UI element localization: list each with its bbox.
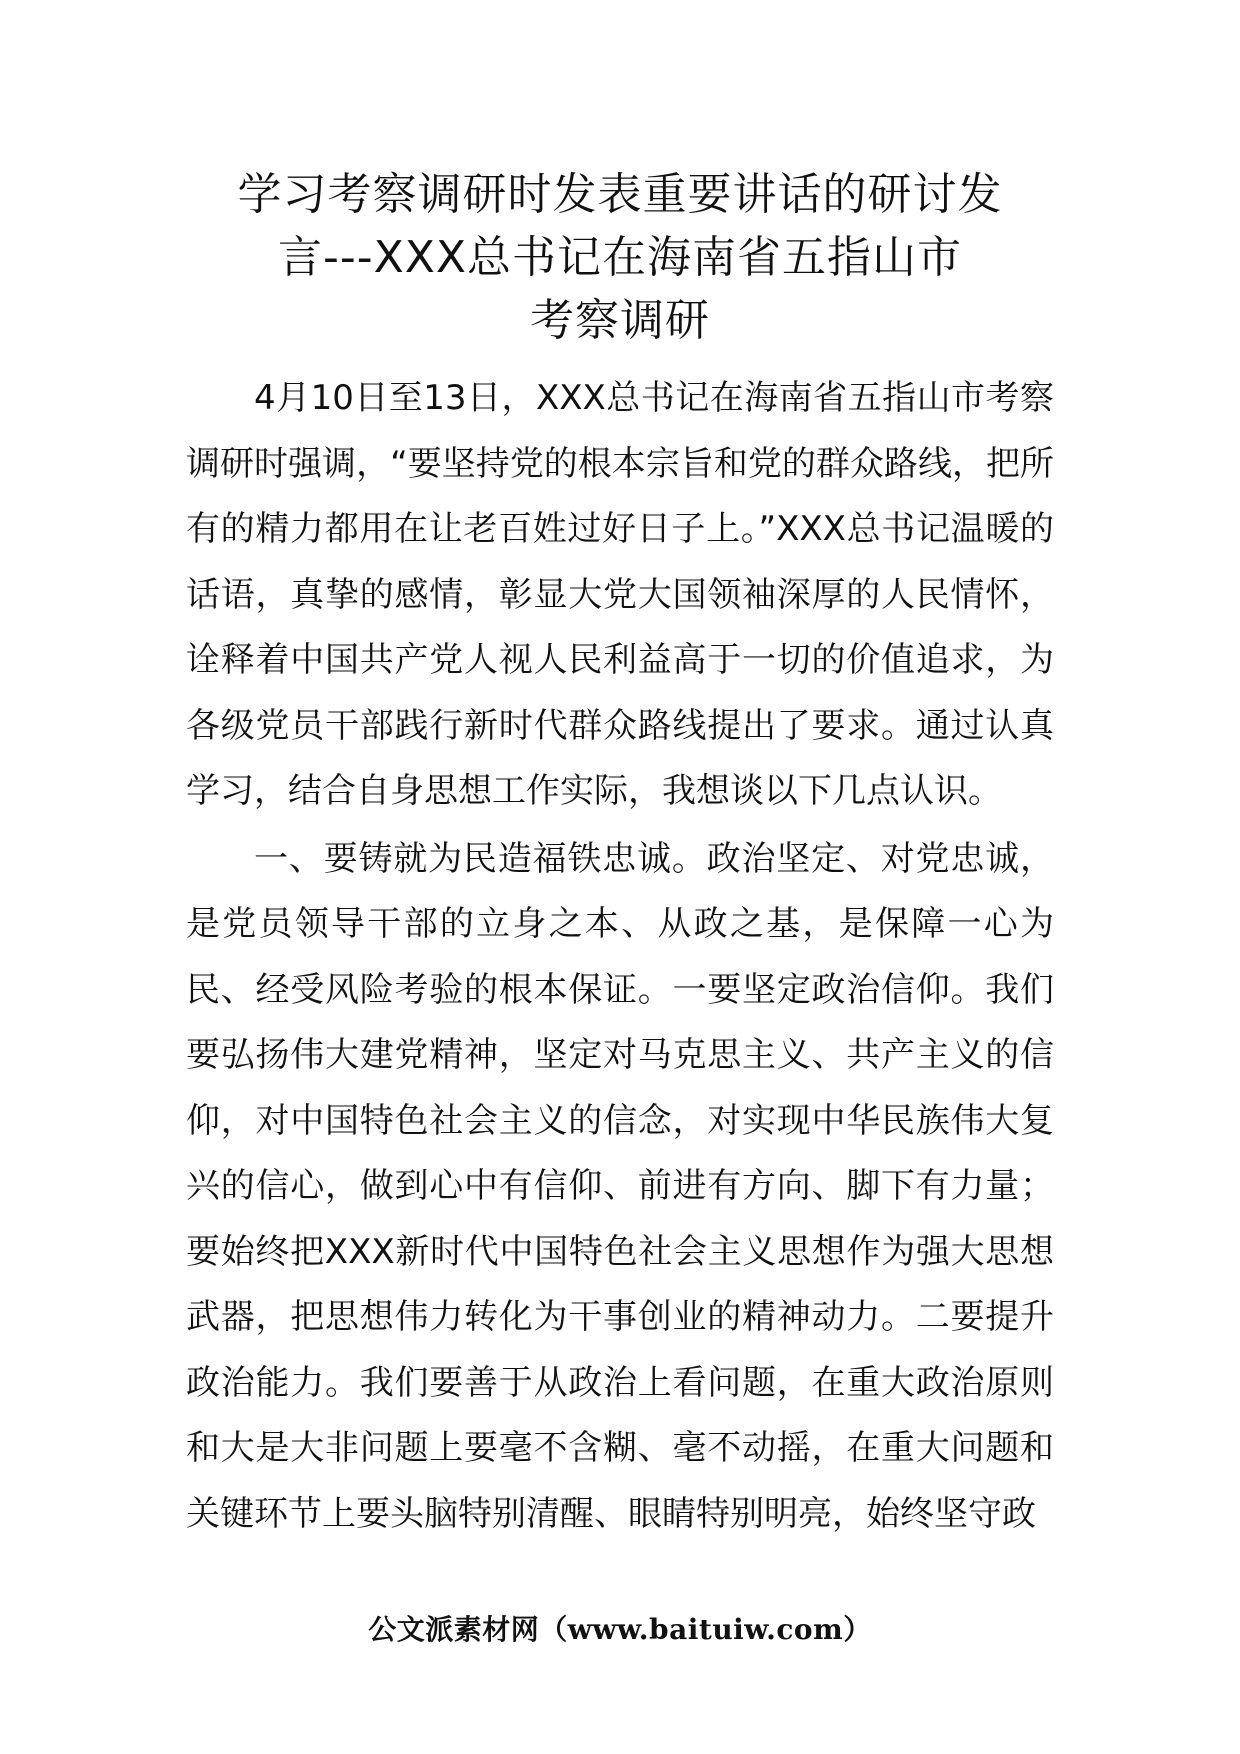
title-line-1: 学习考察调研时发表重要讲话的研讨发 — [237, 169, 1003, 220]
page-footer-watermark: 公文派素材网（www.baituiw.com） — [368, 1613, 872, 1646]
paragraph-section-1: 一、要铸就为民造福铁忠诚。政治坚定、对党忠诚，是党员领导干部的立身之本、从政之基，是保障一心为民、经受风险考验的根本保证。一要坚定政治信仰。我们要弘扬伟大建党精神，坚定对马克思主义、共产主义的信仰，对中国特色社会主义的信念，对实现中华民族伟大复兴的信心，做到心中有信仰、前进有方向、脚下有力量；要始终把XXX新时代中国特色社会主义思想作为强大思想武器，把思想伟力转化为干事创业的精神动力。二要提升政治能力。我们要善于从政治上看问题，在重大政治原则和大是大非问题上要毫不含糊、毫不动摇，在重大问题和关键环节上要头脑特别清醒、眼睛特别明亮，始终坚守政 — [186, 838, 1054, 1534]
paragraph-intro: 4月10日至13日，XXX总书记在海南省五指山市考察调研时强调，“要坚持党的根本宗旨和党的群众路线，把所有的精力都用在让老百姓过好日子上。”XXX总书记温暖的话语，真挚的感情，彰显大党大国领袖深厚的人民情怀，诠释着中国共产党人视人民利益高于一切的价值追求，为各级党员干部践行新时代群众路线提出了要求。通过认真学习，结合自身思想工作实际，我想谈以下几点认识。 — [186, 378, 1054, 811]
document-body — [186, 366, 1054, 1547]
document-title — [150, 163, 1090, 352]
title-line-3: 考察调研 — [530, 295, 710, 346]
title-line-2: 言---XXX总书记在海南省五指山市 — [277, 232, 963, 283]
